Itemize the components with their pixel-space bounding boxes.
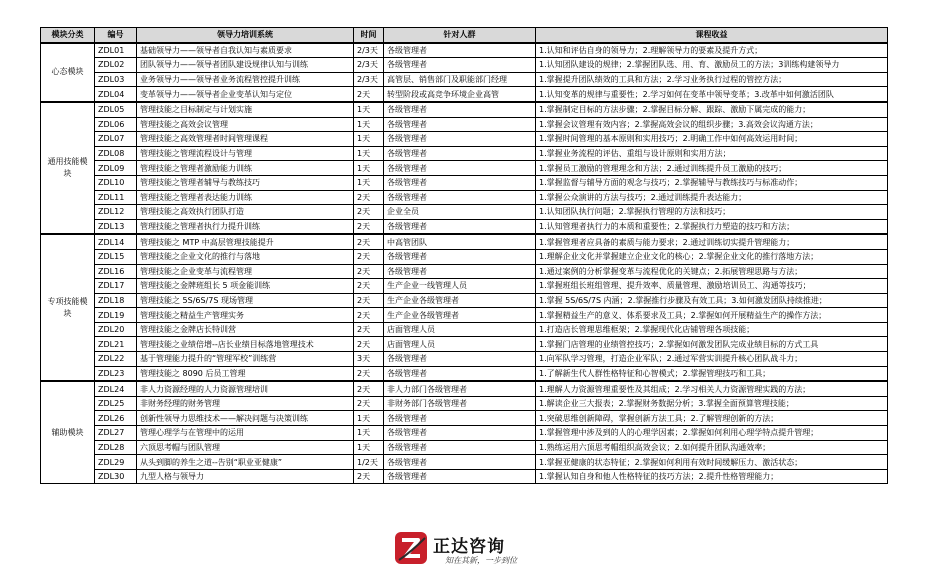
zd-logo-icon <box>393 530 429 566</box>
table-row <box>41 219 888 234</box>
duration-cell: 1天 <box>354 146 384 161</box>
course-name-cell: 创新性领导力思维技术——解决问题与决策训练 <box>137 411 354 426</box>
header-audience: 针对人群 <box>384 28 536 43</box>
code-cell: ZDL28 <box>95 440 137 455</box>
benefit-cell: 1.掌握管理者应具备的素质与能力要求；2.通过训练切实提升管理能力； <box>536 234 888 249</box>
audience-cell: 生产企业各级管理者 <box>384 308 536 323</box>
logo-slogan: 知在其新，一步到位 <box>445 556 517 565</box>
course-name-cell: 基于管理能力提升的“管理军校”训练营 <box>137 352 354 367</box>
table-row <box>41 87 888 102</box>
course-name-cell: 管理技能之管理者激励能力训练 <box>137 161 354 176</box>
code-cell: ZDL23 <box>95 366 137 381</box>
duration-cell: 2天 <box>354 249 384 264</box>
course-name-cell: 管理技能之管理者辅导与教练技巧 <box>137 175 354 190</box>
code-cell: ZDL12 <box>95 205 137 220</box>
table-row <box>41 72 888 87</box>
category-cell: 通用技能模块 <box>41 102 95 234</box>
audience-cell: 各级管理者 <box>384 411 536 426</box>
code-cell: ZDL04 <box>95 87 137 102</box>
audience-cell: 各级管理者 <box>384 161 536 176</box>
code-cell: ZDL14 <box>95 234 137 249</box>
table-row <box>41 132 888 147</box>
table-row <box>41 205 888 220</box>
course-name-cell: 管理技能之目标制定与计划实施 <box>137 102 354 117</box>
duration-cell: 2天 <box>354 381 384 396</box>
course-name-cell: 管理技能之业绩倍增--店长业绩目标落地管理技术 <box>137 337 354 352</box>
table-row <box>41 43 888 58</box>
course-name-cell: 管理技能之高效管理者时间管理课程 <box>137 132 354 147</box>
audience-cell: 各级管理者 <box>384 132 536 147</box>
table-row <box>41 190 888 205</box>
duration-cell: 2天 <box>354 293 384 308</box>
table-row <box>41 293 888 308</box>
code-cell: ZDL21 <box>95 337 137 352</box>
code-cell: ZDL25 <box>95 396 137 411</box>
code-cell: ZDL07 <box>95 132 137 147</box>
company-logo <box>393 528 528 570</box>
code-cell: ZDL30 <box>95 469 137 484</box>
code-cell: ZDL17 <box>95 279 137 294</box>
code-cell: ZDL29 <box>95 455 137 470</box>
duration-cell: 3天 <box>354 352 384 367</box>
benefit-cell: 1.掌握认知自身和他人性格特征的技巧方法；2.提升性格管理能力； <box>536 469 888 484</box>
benefit-cell: 1.熟练运用六顶思考帽组织高效会议；2.如何提升团队沟通效率； <box>536 440 888 455</box>
benefit-cell: 1.打造店长管理思维框架；2.掌握现代化店铺管理各项技能； <box>536 322 888 337</box>
audience-cell: 各级管理者 <box>384 190 536 205</box>
audience-cell: 店面管理人员 <box>384 337 536 352</box>
code-cell: ZDL05 <box>95 102 137 117</box>
code-cell: ZDL20 <box>95 322 137 337</box>
code-cell: ZDL09 <box>95 161 137 176</box>
table-row <box>41 426 888 441</box>
duration-cell: 2/3天 <box>354 72 384 87</box>
benefit-cell: 1.掌握时间管理的基本原则和实用技巧；2.明确工作中如何高效运用时间； <box>536 132 888 147</box>
duration-cell: 2/3天 <box>354 43 384 58</box>
table-row <box>41 396 888 411</box>
benefit-cell: 1.掌握公众演讲的方法与技巧；2.通过训练提升表达能力； <box>536 190 888 205</box>
table-row <box>41 279 888 294</box>
benefit-cell: 1.掌握员工激励的管理理念和方法；2.通过训练提升员工激励的技巧； <box>536 161 888 176</box>
course-table <box>40 27 888 484</box>
course-name-cell: 管理技能之企业文化的推行与落地 <box>137 249 354 264</box>
benefit-cell: 1.理解企业文化并掌握建立企业文化的核心；2.掌握企业文化的推行落地方法； <box>536 249 888 264</box>
course-name-cell: 管理技能之金牌店长特训营 <box>137 322 354 337</box>
code-cell: ZDL19 <box>95 308 137 323</box>
duration-cell: 1/2天 <box>354 455 384 470</box>
table-row <box>41 146 888 161</box>
benefit-cell: 1.掌握班组长班组管理、提升效率、质量管理、激励培训员工、沟通等技巧； <box>536 279 888 294</box>
table-row <box>41 440 888 455</box>
table-row <box>41 381 888 396</box>
duration-cell: 1天 <box>354 426 384 441</box>
duration-cell: 2天 <box>354 264 384 279</box>
course-name-cell: 管理技能之管理流程设计与管理 <box>137 146 354 161</box>
header-category: 模块分类 <box>41 28 95 43</box>
course-name-cell: 六顶思考帽与团队管理 <box>137 440 354 455</box>
duration-cell: 2天 <box>354 219 384 234</box>
benefit-cell: 1.掌握精益生产的意义、体系要求及工具；2.掌握如何开展精益生产的操作方法； <box>536 308 888 323</box>
header-code: 编号 <box>95 28 137 43</box>
table-row <box>41 366 888 381</box>
code-cell: ZDL15 <box>95 249 137 264</box>
code-cell: ZDL10 <box>95 175 137 190</box>
course-name-cell: 管理心理学与在管理中的运用 <box>137 426 354 441</box>
benefit-cell: 1.认知团队执行问题；2.掌握执行管理的方法和技巧； <box>536 205 888 220</box>
benefit-cell: 1.认知团队建设的规律；2.掌握团队选、用、育、激励员工的方法；3训练构建领导力 <box>536 58 888 73</box>
duration-cell: 2天 <box>354 205 384 220</box>
duration-cell: 2/3天 <box>354 58 384 73</box>
audience-cell: 各级管理者 <box>384 455 536 470</box>
table-row <box>41 249 888 264</box>
table-row <box>41 58 888 73</box>
code-cell: ZDL06 <box>95 117 137 132</box>
course-name-cell: 管理技能之 5S/6S/7S 现场管理 <box>137 293 354 308</box>
benefit-cell: 1.通过案例的分析掌握变革与流程优化的关键点；2.拓展管理思路与方法； <box>536 264 888 279</box>
header-benefit: 课程收益 <box>536 28 888 43</box>
benefit-cell: 1.掌握制定目标的方法步骤；2.掌握目标分解、跟踪、激励下属完成的能力； <box>536 102 888 117</box>
code-cell: ZDL18 <box>95 293 137 308</box>
table-row <box>41 161 888 176</box>
duration-cell: 1天 <box>354 102 384 117</box>
table-row <box>41 175 888 190</box>
table-row <box>41 234 888 249</box>
benefit-cell: 1.掌握会议管理有效内容；2.掌握高效会议的组织步骤；3.高效会议沟通方法； <box>536 117 888 132</box>
audience-cell: 各级管理者 <box>384 249 536 264</box>
course-name-cell: 管理技能之金牌班组长 5 项金能训练 <box>137 279 354 294</box>
duration-cell: 2天 <box>354 190 384 205</box>
table-row <box>41 308 888 323</box>
duration-cell: 2天 <box>354 87 384 102</box>
code-cell: ZDL02 <box>95 58 137 73</box>
course-name-cell: 管理技能之管理者表达能力训练 <box>137 190 354 205</box>
course-name-cell: 管理技能之 8090 后员工管理 <box>137 366 354 381</box>
logo-name: 正达咨询 <box>433 537 505 557</box>
course-name-cell: 非人力资源经理的人力资源管理培训 <box>137 381 354 396</box>
course-name-cell: 变革领导力——领导者企业变革认知与定位 <box>137 87 354 102</box>
audience-cell: 企业全员 <box>384 205 536 220</box>
benefit-cell: 1.突破思维创新障碍，掌握创新方法工具；2.了解管理创新的方法； <box>536 411 888 426</box>
benefit-cell: 1.认知管理者执行力的本质和重要性；2.掌握执行力塑造的技巧和方法； <box>536 219 888 234</box>
audience-cell: 生产企业各级管理者 <box>384 293 536 308</box>
benefit-cell: 1.向军队学习管理，打造企业军队；2.通过军营实训提升核心团队战斗力； <box>536 352 888 367</box>
audience-cell: 非财务部门各级管理者 <box>384 396 536 411</box>
benefit-cell: 1.解读企业三大报表；2.掌握财务数据分析；3.掌握全面预算管理技能； <box>536 396 888 411</box>
audience-cell: 转型阶段或高竞争环境企业高管 <box>384 87 536 102</box>
course-name-cell: 从头到脚的养生之道--告别“职业亚健康” <box>137 455 354 470</box>
table-row <box>41 102 888 117</box>
benefit-cell: 1.掌握业务流程的评估、重组与设计原则和实用方法； <box>536 146 888 161</box>
table-row <box>41 337 888 352</box>
audience-cell: 各级管理者 <box>384 146 536 161</box>
audience-cell: 各级管理者 <box>384 43 536 58</box>
table-row <box>41 322 888 337</box>
course-name-cell: 非财务经理的财务管理 <box>137 396 354 411</box>
course-name-cell: 管理技能之 MTP 中高层管理技能提升 <box>137 234 354 249</box>
course-name-cell: 管理技能之高效会议管理 <box>137 117 354 132</box>
benefit-cell: 1.掌握 5S/6S/7S 内涵；2.掌握推行步骤及有效工具；3.如何激发团队持续推进； <box>536 293 888 308</box>
table-row <box>41 455 888 470</box>
benefit-cell: 1.掌握管理中涉及到的人的心理学因素；2.掌握如何利用心理学特点提升管理； <box>536 426 888 441</box>
duration-cell: 1天 <box>354 161 384 176</box>
code-cell: ZDL08 <box>95 146 137 161</box>
benefit-cell: 1.理解人力资源管理重要性及其组成；2.学习相关人力资源管理实践的方法； <box>536 381 888 396</box>
header-duration: 时间 <box>354 28 384 43</box>
course-name-cell: 管理技能之管理者执行力提升训练 <box>137 219 354 234</box>
table-row <box>41 411 888 426</box>
audience-cell: 各级管理者 <box>384 352 536 367</box>
category-cell: 辅助模块 <box>41 381 95 484</box>
course-name-cell: 管理技能之高效执行团队打造 <box>137 205 354 220</box>
code-cell: ZDL11 <box>95 190 137 205</box>
duration-cell: 2天 <box>354 337 384 352</box>
audience-cell: 各级管理者 <box>384 117 536 132</box>
course-name-cell: 管理技能之企业变革与流程管理 <box>137 264 354 279</box>
duration-cell: 2天 <box>354 396 384 411</box>
table-row <box>41 264 888 279</box>
audience-cell: 店面管理人员 <box>384 322 536 337</box>
duration-cell: 1天 <box>354 117 384 132</box>
course-table-container <box>40 27 887 484</box>
audience-cell: 生产企业一线管理人员 <box>384 279 536 294</box>
code-cell: ZDL24 <box>95 381 137 396</box>
course-name-cell: 管理技能之精益生产管理实务 <box>137 308 354 323</box>
benefit-cell: 1.认知变革的规律与重要性；2.学习如何在变革中领导变革；3.改革中如何激活团队 <box>536 87 888 102</box>
duration-cell: 1天 <box>354 411 384 426</box>
audience-cell: 各级管理者 <box>384 366 536 381</box>
duration-cell: 1天 <box>354 132 384 147</box>
course-name-cell: 业务领导力——领导者业务流程管控提升训练 <box>137 72 354 87</box>
code-cell: ZDL16 <box>95 264 137 279</box>
table-row <box>41 117 888 132</box>
table-header-row <box>41 28 888 43</box>
audience-cell: 各级管理者 <box>384 469 536 484</box>
category-cell: 专项技能模块 <box>41 234 95 381</box>
audience-cell: 各级管理者 <box>384 175 536 190</box>
code-cell: ZDL26 <box>95 411 137 426</box>
duration-cell: 2天 <box>354 279 384 294</box>
header-name: 领导力培训系统 <box>137 28 354 43</box>
audience-cell: 非人力部门各级管理者 <box>384 381 536 396</box>
duration-cell: 1天 <box>354 175 384 190</box>
benefit-cell: 1.掌握亚健康的状态特征；2.掌握如何利用有效时间缓解压力、激活状态； <box>536 455 888 470</box>
duration-cell: 2天 <box>354 366 384 381</box>
table-body <box>41 43 888 484</box>
code-cell: ZDL27 <box>95 426 137 441</box>
duration-cell: 2天 <box>354 308 384 323</box>
audience-cell: 各级管理者 <box>384 440 536 455</box>
audience-cell: 中高管团队 <box>384 234 536 249</box>
category-cell: 心态模块 <box>41 43 95 102</box>
code-cell: ZDL22 <box>95 352 137 367</box>
duration-cell: 1天 <box>354 440 384 455</box>
audience-cell: 各级管理者 <box>384 219 536 234</box>
audience-cell: 各级管理者 <box>384 426 536 441</box>
code-cell: ZDL03 <box>95 72 137 87</box>
table-row <box>41 352 888 367</box>
duration-cell: 2天 <box>354 322 384 337</box>
benefit-cell: 1.掌握监督与辅导方面的观念与技巧；2.掌握辅导与教练技巧与标准动作； <box>536 175 888 190</box>
audience-cell: 各级管理者 <box>384 58 536 73</box>
course-name-cell: 基础领导力——领导者自我认知与素质要求 <box>137 43 354 58</box>
benefit-cell: 1.认知和评估自身的领导力；2.理解领导力的要素及提升方式； <box>536 43 888 58</box>
audience-cell: 高管层、销售部门及职能部门经理 <box>384 72 536 87</box>
course-name-cell: 团队领导力——领导者团队建设规律认知与训练 <box>137 58 354 73</box>
duration-cell: 2天 <box>354 469 384 484</box>
benefit-cell: 1.掌握门店管理的业绩管控技巧；2.掌握如何激发团队完成业绩目标的方式工具 <box>536 337 888 352</box>
table-row <box>41 469 888 484</box>
benefit-cell: 1.掌握提升团队绩效的工具和方法；2.学习业务执行过程的管控方法； <box>536 72 888 87</box>
code-cell: ZDL13 <box>95 219 137 234</box>
code-cell: ZDL01 <box>95 43 137 58</box>
audience-cell: 各级管理者 <box>384 102 536 117</box>
duration-cell: 2天 <box>354 234 384 249</box>
audience-cell: 各级管理者 <box>384 264 536 279</box>
course-name-cell: 九型人格与领导力 <box>137 469 354 484</box>
benefit-cell: 1.了解新生代人群性格特征和心智模式；2.掌握管理技巧和工具； <box>536 366 888 381</box>
